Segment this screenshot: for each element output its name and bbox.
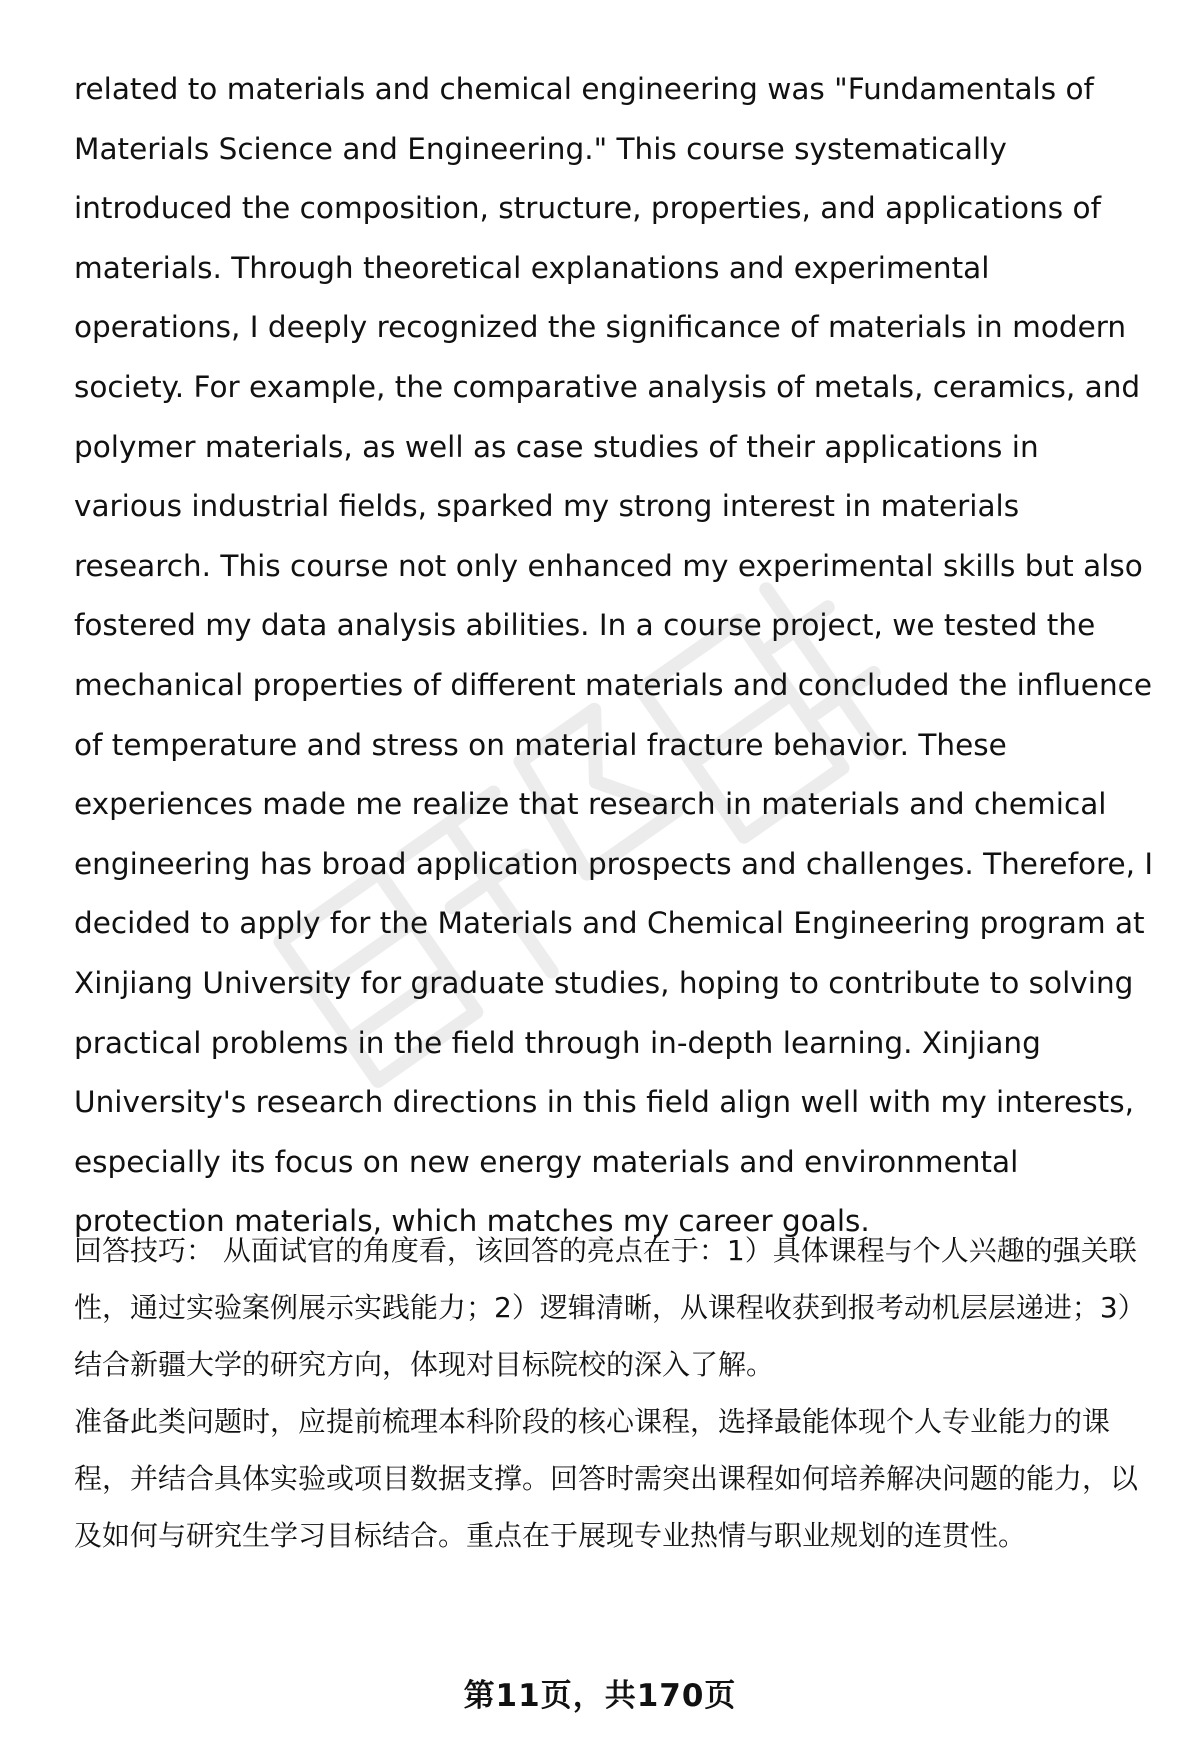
answer-tips-section	[74, 1222, 1149, 1564]
page-number: 第11页，共170页	[463, 1678, 737, 1714]
preparation-advice-paragraph: 准备此类问题时，应提前梳理本科阶段的核心课程，选择最能体现个人专业能力的课程，并结合具体实验或项目数据支撑。回答时需突出课程如何培养解决问题的能力，以及如何与研究生学习目标结合。重点在于展现专业热情与职业规划的连贯性。	[74, 1405, 1139, 1552]
body-paragraph: related to materials and chemical engineering was "Fundamentals of Materials Science and Engineering." This course systematically introduced the composition, structure, properties, and applications of materials. Through theoretical explanations and experimental operations, I deeply recognized the significance of materials in modern society. For example, the comparative analysis of metals, ceramics, and polymer materials, as well as case studies of their applications in various industrial fields, sparked my strong interest in materials research. This course not only enhanced my experimental skills but also fostered my data analysis abilities. In a course project, we tested the mechanical properties of different materials and concluded the influence of temperature and stress on material fracture behavior. These experiences made me realize that research in materials and chemical engineering has broad application prospects and challenges. Therefore, I decided to apply for the Materials and Chemical Engineering program at Xinjiang University for graduate studies, hoping to contribute to solving practical problems in the field through in-depth learning. Xinjiang University's research directions in this field align well with my interests, especially its focus on new energy materials and environmental protection materials, which matches my career goals.	[74, 72, 1154, 1239]
answer-tips-paragraph: 回答技巧： 从面试官的角度看，该回答的亮点在于：1）具体课程与个人兴趣的强关联性，通过实验案例展示实践能力；2）逻辑清晰，从课程收获到报考动机层层递进；3）结合新疆大学的研究方向，体现对目标院校的深入了解。	[74, 1234, 1146, 1381]
